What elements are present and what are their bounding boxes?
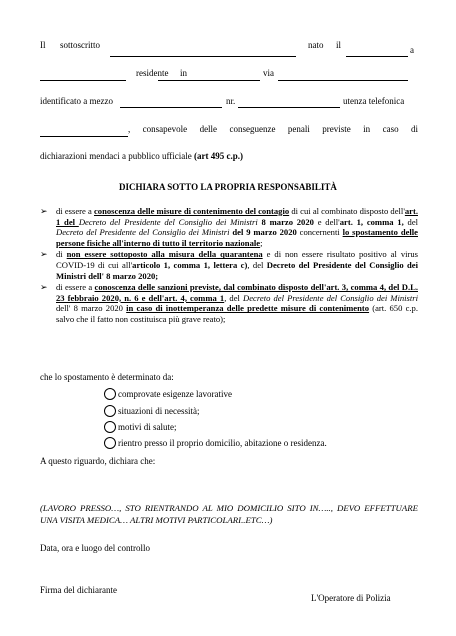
residence-city-field[interactable] xyxy=(158,80,260,81)
label-sottoscritto: sottoscritto xyxy=(60,40,100,50)
declaration-bullets xyxy=(40,206,418,326)
option-return-home[interactable]: rientro presso il proprio domicilio, abitazione o residenza. xyxy=(104,437,327,449)
label-via: via xyxy=(263,68,274,78)
id-number-field[interactable] xyxy=(238,107,340,108)
motivation-intro: che lo spostamento è determinato da: xyxy=(40,372,174,382)
address-field[interactable] xyxy=(278,80,408,81)
date-place-label: Data, ora e luogo del controllo xyxy=(40,543,150,553)
name-field[interactable] xyxy=(110,56,296,57)
birthplace-field[interactable] xyxy=(40,80,126,81)
example-text: (LAVORO PRESSO…, STO RIENTRANDO AL MIO DOMICILIO SITO IN….., DEVO EFFETTUARE UNA VISITA MEDICA… ALTRI MOTIVI PARTICOLARI..ETC…) xyxy=(40,503,418,525)
label-art-495: (art 495 c.p.) xyxy=(194,151,244,161)
radio-circle-icon[interactable] xyxy=(104,405,116,417)
bullet-contagion-measures: ➢ di essere a conoscenza delle misure di contenimento del contagio di cui al combinato disposto dell'art. 1 del Decreto del Presidente del Consiglio dei Ministri 8 marzo 2020 e dell'art. 1, comma 1, del Decreto del Presidente del Consiglio dei Ministri del 9 marzo 2020 concernenti lo spostamento delle persone fisiche all'interno di tutto il territorio nazionale; xyxy=(40,206,419,248)
arrow-bullet-icon: ➢ xyxy=(40,206,48,216)
label-dichiarazioni: dichiarazioni mendaci a pubblico ufficiale (art 495 c.p.) xyxy=(40,151,244,161)
arrow-bullet-icon: ➢ xyxy=(40,249,48,260)
option-necessity[interactable]: situazioni di necessità; xyxy=(104,405,199,417)
label-a: a xyxy=(410,45,414,55)
signature-label: Firma del dichiarante xyxy=(40,585,117,595)
label-il: Il xyxy=(40,40,46,50)
option-health[interactable]: motivi di salute; xyxy=(104,421,177,433)
label-utenza: utenza telefonica xyxy=(343,96,405,106)
label-nato: nato xyxy=(308,40,324,50)
label-il-date: il xyxy=(336,40,342,50)
phone-field[interactable] xyxy=(40,136,128,137)
bullet-sanctions: ➢ di essere a conoscenza delle sanzioni previste, dal combinato disposto dell'art. 3, comma 4, del D.L. 23 febbraio 2020, n. 6 e dell'art. 4, comma 1, del Decreto del Presidente del Consiglio dei Ministri dell' 8 marzo 2020 in caso di inottemperanza delle predette misure di contenimento (art. 650 c.p. salvo che il fatto non costituisca più grave reato); xyxy=(40,282,418,324)
label-nr: nr. xyxy=(226,96,236,106)
birth-date-field[interactable] xyxy=(346,56,408,57)
label-in: in xyxy=(180,68,188,78)
label-identificato: identificato a mezzo xyxy=(40,96,113,106)
officer-label: L'Operatore di Polizia xyxy=(311,593,391,603)
declaration-title: DICHIARA SOTTO LA PROPRIA RESPONSABILITÀ xyxy=(119,182,337,192)
radio-circle-icon[interactable] xyxy=(104,421,116,433)
arrow-bullet-icon: ➢ xyxy=(40,282,48,293)
option-work[interactable]: comprovate esigenze lavorative xyxy=(104,388,232,400)
id-document-field[interactable] xyxy=(120,107,222,108)
regard-label: A questo riguardo, dichiara che: xyxy=(40,456,156,466)
radio-circle-icon[interactable] xyxy=(104,388,116,400)
bullet-quarantine: ➢ di non essere sottoposto alla misura della quarantena e di non essere risultato positivo al virus COVID-19 di cui all'articolo 1, comma 1, lettera c), del Decreto del Presidente del Consiglio dei Ministri dell' 8 marzo 2020; xyxy=(40,249,419,281)
label-consapevole: , consapevole delle conseguenze penali previste in caso di xyxy=(128,124,418,134)
radio-circle-icon[interactable] xyxy=(104,437,116,449)
label-residente: residente xyxy=(136,68,169,78)
